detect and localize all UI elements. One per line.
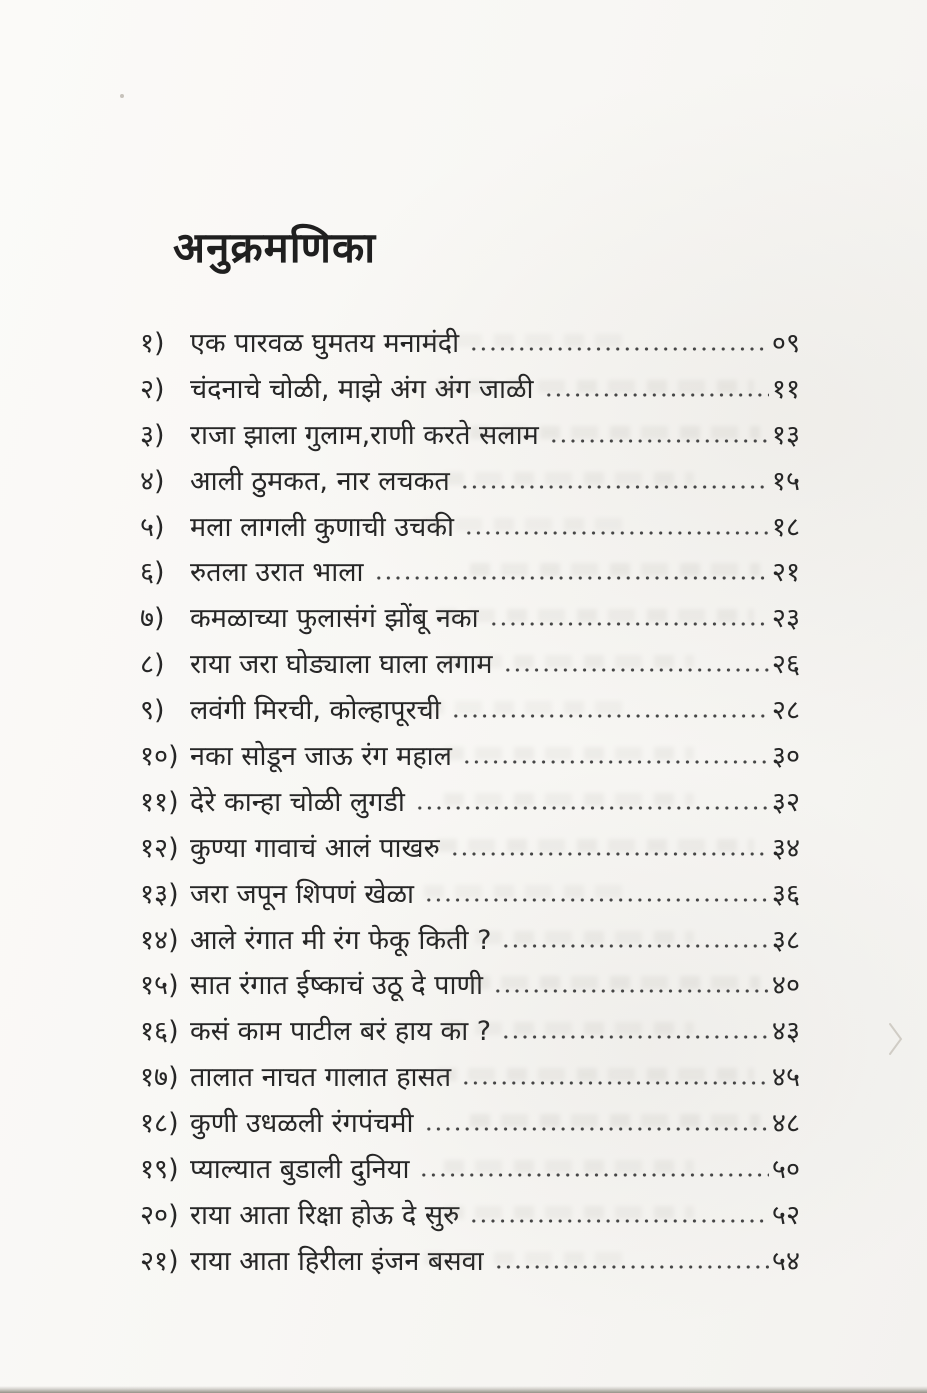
entry-title: नका सोडून जाऊ रंग महाल (190, 741, 452, 773)
entry-number: १२) (140, 832, 179, 864)
entry-page-number: ३८ (771, 924, 800, 956)
entry-page-number: १३ (771, 419, 800, 451)
toc-entry (140, 688, 800, 734)
toc-entry (140, 1009, 800, 1055)
dot-leader (451, 713, 769, 719)
toc-entry (140, 826, 800, 872)
entry-page-number: ३४ (771, 832, 800, 864)
entry-number: २०) (140, 1199, 179, 1231)
entry-title: लवंगी मिरची, कोल्हापूरची (190, 695, 441, 727)
toc-entry (140, 1055, 800, 1101)
scan-bottom-edge (0, 1386, 927, 1393)
entry-number: ५) (140, 511, 165, 543)
entry-page-number: ५४ (771, 1245, 800, 1277)
entry-page-number: ५० (771, 1154, 800, 1186)
entry-title: एक पारवळ घुमतय मनामंदी (190, 328, 460, 359)
entry-number: ७) (140, 603, 165, 635)
entry-page-number: २६ (771, 649, 800, 681)
dot-leader (549, 438, 769, 444)
entry-number: ९) (140, 695, 165, 727)
dot-leader (415, 805, 769, 811)
entry-title: कमळाच्या फुलासंगं झोंबू नका (190, 603, 479, 635)
entry-page-number: १५ (771, 465, 800, 497)
toc-entry (140, 459, 800, 505)
dot-leader (464, 530, 769, 536)
page-edge-mark (888, 1022, 904, 1056)
entry-title: चंदनाचे चोळी, माझे अंग अंग जाळी (190, 373, 534, 405)
toc-entry (140, 321, 800, 367)
entry-page-number: ४३ (771, 1016, 800, 1048)
entry-page-number: ०९ (771, 328, 800, 359)
entry-page-number: ४० (771, 970, 800, 1002)
entry-title: देरे कान्हा चोळी लुगडी (190, 786, 405, 818)
toc-entry (140, 367, 800, 413)
entry-number: ८) (140, 649, 165, 681)
toc-list (140, 321, 800, 1285)
toc-entry (140, 1147, 800, 1193)
dot-leader (501, 1034, 769, 1040)
entry-page-number: ४८ (771, 1108, 800, 1140)
entry-title: प्याल्यात बुडाली दुनिया (190, 1154, 410, 1186)
dot-leader (419, 1172, 768, 1178)
entry-page-number: ३२ (771, 786, 800, 818)
dot-leader (494, 1264, 769, 1270)
entry-title: कसं काम पाटील बरं हाय का ? (190, 1016, 492, 1048)
page-title: अनुक्रमणिका (173, 223, 377, 272)
dot-leader (461, 1080, 769, 1086)
entry-number: २) (140, 373, 165, 405)
entry-number: १) (140, 328, 165, 359)
dot-leader (469, 1218, 769, 1224)
toc-entry (140, 596, 800, 642)
entry-page-number: ३६ (771, 878, 800, 910)
toc-entry (140, 642, 800, 688)
entry-number: ३) (140, 419, 165, 451)
toc-entry (140, 1239, 800, 1285)
entry-title: राया आता रिक्षा होऊ दे सुरु (190, 1199, 460, 1231)
entry-title: रुतला उरात भाला (190, 557, 364, 589)
toc-entry (140, 550, 800, 596)
entry-number: १०) (140, 741, 179, 773)
entry-number: ११) (140, 786, 179, 818)
toc-entry (140, 918, 800, 964)
dot-leader (544, 392, 769, 398)
dot-leader (469, 346, 769, 352)
dot-leader (493, 988, 769, 994)
entry-number: ४) (140, 465, 165, 497)
dot-leader (460, 484, 769, 490)
dot-leader (424, 897, 769, 903)
toc-entry (140, 780, 800, 826)
toc-entry (140, 963, 800, 1009)
dot-leader (501, 943, 769, 949)
entry-page-number: २८ (771, 695, 800, 727)
entry-number: १६) (140, 1016, 179, 1048)
entry-title: राजा झाला गुलाम,राणी करते सलाम (190, 419, 539, 451)
toc-entry (140, 872, 800, 918)
dot-leader (489, 621, 769, 627)
toc-entry (140, 505, 800, 551)
entry-number: १४) (140, 924, 179, 956)
entry-title: आले रंगात मी रंग फेकू किती ? (190, 924, 492, 956)
dot-leader (450, 851, 769, 857)
entry-number: १३) (140, 878, 179, 910)
entry-page-number: ३० (771, 741, 800, 773)
entry-number: १८) (140, 1108, 179, 1140)
dot-leader (462, 759, 769, 765)
entry-number: १९) (140, 1154, 179, 1186)
entry-title: आली ठुमकत, नार लचकत (190, 465, 450, 497)
entry-title: कुणी उधळली रंगपंचमी (190, 1108, 414, 1140)
entry-number: २१) (140, 1245, 179, 1277)
dot-leader (374, 575, 769, 581)
dot-leader (503, 667, 769, 673)
entry-title: तालात नाचत गालात हासत (190, 1062, 452, 1094)
toc-entry (140, 1193, 800, 1239)
toc-entry (140, 1101, 800, 1147)
entry-number: १७) (140, 1062, 179, 1094)
toc-entry (140, 413, 800, 459)
entry-title: सात रंगात ईष्काचं उठू दे पाणी (190, 970, 483, 1002)
entry-number: ६) (140, 557, 165, 589)
entry-title: कुण्या गावाचं आलं पाखरु (190, 832, 440, 864)
entry-title: राया आता हिरीला इंजन बसवा (190, 1245, 484, 1277)
entry-page-number: २१ (771, 557, 800, 589)
toc-entry (140, 734, 800, 780)
entry-title: राया जरा घोड्याला घाला लगाम (190, 649, 493, 681)
entry-page-number: ५२ (771, 1199, 800, 1231)
entry-title: जरा जपून शिपणं खेळा (190, 878, 414, 910)
entry-title: मला लागली कुणाची उचकी (190, 511, 455, 543)
entry-number: १५) (140, 970, 179, 1002)
scan-speck (120, 94, 124, 98)
entry-page-number: १८ (771, 511, 800, 543)
entry-page-number: २३ (771, 603, 800, 635)
entry-page-number: ११ (771, 373, 800, 405)
dot-leader (424, 1126, 769, 1132)
entry-page-number: ४५ (771, 1062, 800, 1094)
